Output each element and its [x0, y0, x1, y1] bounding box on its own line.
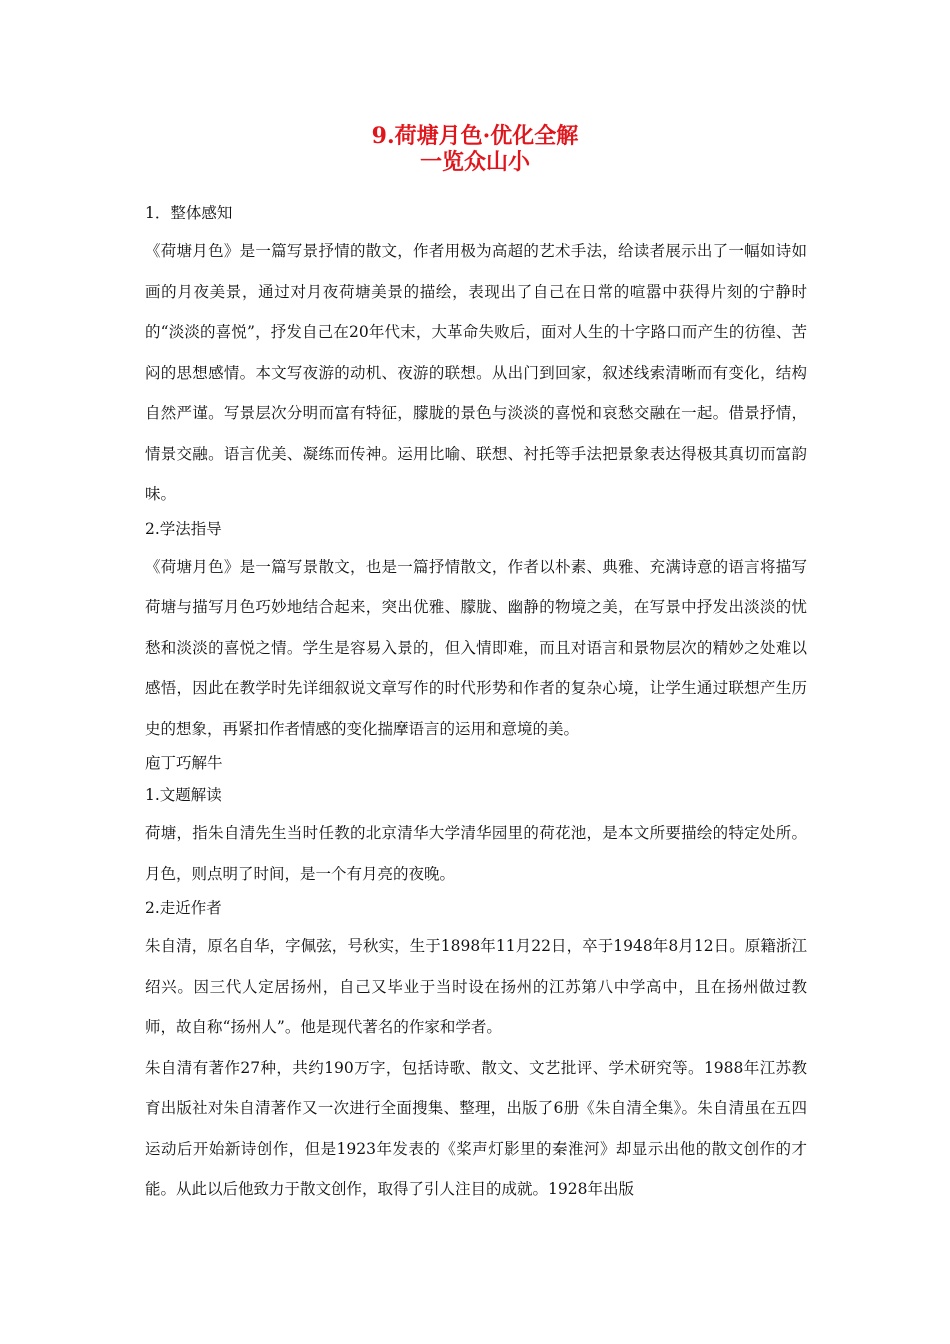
paragraph-overall-perception: 《荷塘月色》是一篇写景抒情的散文，作者用极为高超的艺术手法，给读者展示出了一幅如诗如画的月夜美景，通过对月夜荷塘美景的描绘，表现出了自己在日常的喧嚣中获得片刻的宁静时的“淡淡的喜悦”，抒发自己在20年代末，大革命失败后，面对人生的十字路口而产生的彷徨、苦闷的思想感情。本文写夜游的动机、夜游的联想。从出门到回家，叙述线索清晰而有变化，结构自然严谨。写景层次分明而富有特征，朦胧的景色与淡淡的喜悦和哀愁交融在一起。借景抒情，情景交融。语言优美、凝练而传神。运用比喻、联想、衬托等手法把景象表达得极其真切而富韵味。 [145, 242, 807, 503]
document-title: 9.荷塘月色·优化全解 [371, 123, 579, 149]
section-heading-study-guide: 2.学法指导 [145, 519, 222, 538]
section-heading-about-author: 2.走近作者 [145, 899, 222, 917]
section-heading-title-reading: 1.文题解读 [145, 786, 222, 804]
paragraph-study-guide: 《荷塘月色》是一篇写景散文，也是一篇抒情散文，作者以朴素、典雅、充满诗意的语言将描写荷塘与描写月色巧妙地结合起来，突出优雅、朦胧、幽静的物境之美，在写景中抒发出淡淡的忧愁和淡淡的喜悦之情。学生是容易入景的，但入情即难，而且对语言和景物层次的精妙之处难以感悟，因此在教学时先详细叙说文章写作的时代形势和作者的复杂心境，让学生通过联想产生历史的想象，再紧扣作者情感的变化揣摩语言的运用和意境的美。 [145, 557, 807, 738]
part-heading-analysis: 庖丁巧解牛 [145, 754, 223, 772]
section-heading-overall-perception: 1．整体感知 [145, 204, 233, 222]
document-subtitle: 一览众山小 [419, 149, 530, 175]
document-body [145, 199, 807, 1210]
paragraph-author-works: 朱自清有著作27种，共约190万字，包括诗歌、散文、文艺批评、学术研究等。1988年江苏教育出版社对朱自清著作又一次进行全面搜集、整理，出版了6册《朱自清全集》。朱自清虽在五四运动后开始新诗创作，但是1923年发表的《桨声灯影里的秦淮河》却显示出他的散文创作的才能。从此以后他致力于散文创作，取得了引人注目的成就。1928年出版 [145, 1058, 807, 1198]
paragraph-author-bio: 朱自清，原名自华，字佩弦，号秋实，生于1898年11月22日，卒于1948年8月12日。原籍浙江绍兴。因三代人定居扬州，自己又毕业于当时设在扬州的江苏第八中学高中，且在扬州做过教师，故自称“扬州人”。他是现代著名的作家和学者。 [145, 937, 807, 1036]
paragraph-title-reading: 荷塘，指朱自清先生当时任教的北京清华大学清华园里的荷花池，是本文所要描绘的特定处所。月色，则点明了时间，是一个有月亮的夜晚。 [145, 824, 807, 883]
